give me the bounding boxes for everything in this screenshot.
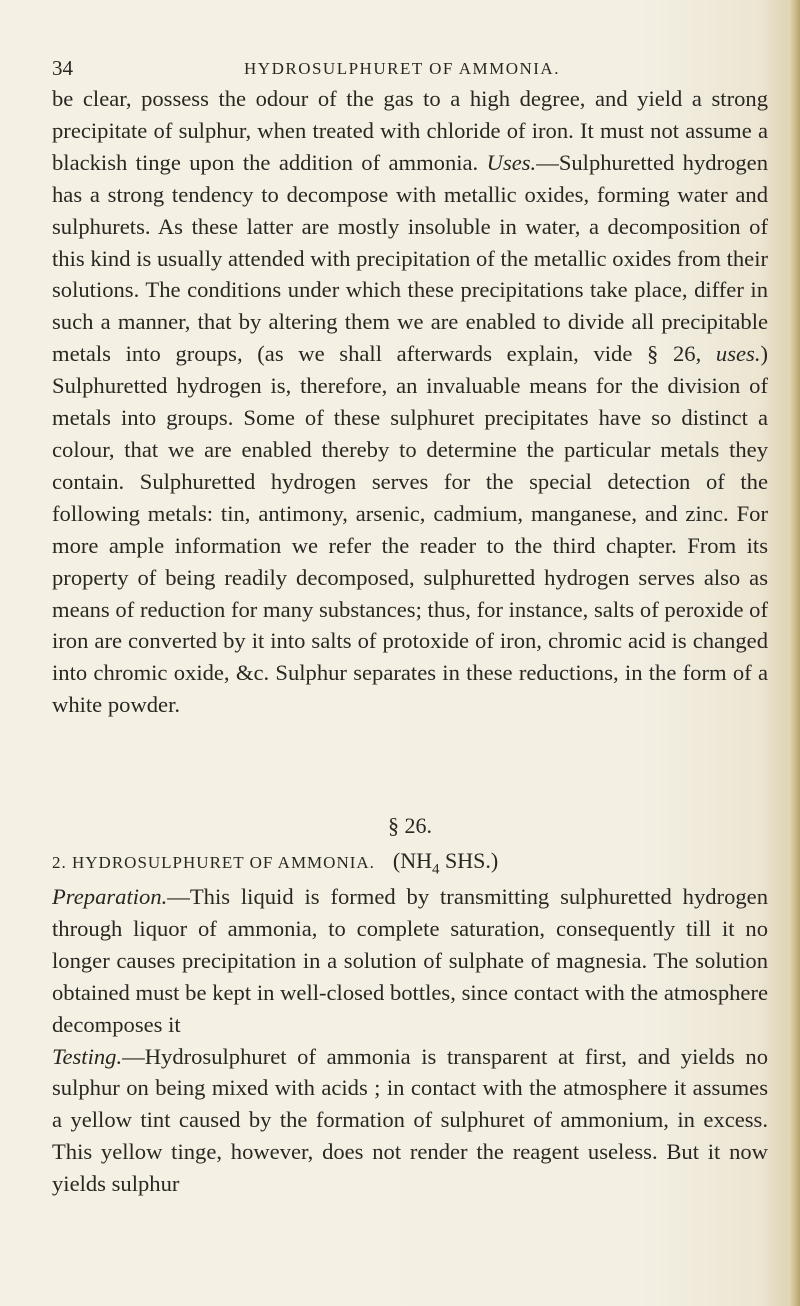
uses-label: Uses. [486,149,537,175]
page-header [52,56,752,86]
section-number: § 26. [388,813,432,838]
body-paragraph [52,83,768,721]
section-heading [52,848,768,878]
testing-text: —Hydrosulphuret of ammonia is transparent at first, and yields no sulphur on being mixed with acids ; in contact with the atmosphere it assumes a yellow tint caused by the formation of sulphuret of ammonium, in excess. This yellow tinge, however, does not render the reagent useless. But it now yields sulphur [52,1043,768,1197]
uses-text: —Sulphuretted hydrogen has a strong tendency to decompose with metallic oxides, forming water and sulphurets. As these latter are mostly insoluble in water, a decomposition of this kind is usually attended with precipitation of the metallic oxides from their solutions. The conditions under which these precipitations take place, differ in such a manner, that by altering them we are enabled to divide all precipitable metals into groups, (as we shall afterwards explain, vide § 26, [52,149,769,367]
testing-label: Testing. [52,1043,123,1069]
preparation-text: —This liquid is formed by transmitting sulphuretted hydrogen through liquor of ammonia, to complete saturation, consequently till it no longer causes precipitation in a solution of sulphate of magnesia. The solution obtained must be kept in well-closed bottles, since contact with the atmosphere decomposes it [52,884,768,1037]
testing-paragraph [52,1041,768,1201]
uses-text-continued: ) Sulphuretted hydrogen is, therefore, an invaluable means for the division of metals into groups. Some of these sulphuret precipitates have so distinct a colour, that we are enabled thereby to determine the particular metals they contain. Sulphuretted hydrogen serves for the special detection of the following metals: tin, antimony, arsenic, cadmium, manganese, and zinc. For more ample information we refer the reader to the third chapter. From its property of being readily decomposed, sulphuretted hydrogen serves also as means of reduction for many substances; thus, for instance, salts of peroxide of iron are converted by it into salts of protoxide of iron, chromic acid is changed into chromic oxide, &c. Sulphur separates in these reductions, in the form of a white powder. [52,341,768,718]
preparation-label: Preparation. [52,884,168,909]
uses-reference: uses. [715,341,761,367]
preparation-paragraph [52,881,768,1041]
running-title: HYDROSULPHURET OF AMMONIA. [244,59,560,78]
intro-text: be clear, possess the odour of the gas to a high degree, and yield a strong precipitate of sulphur, when treated with chloride of iron. It must not assume a blackish tinge upon the addition of ammonia. [52,86,768,175]
uses-paragraph-block [52,83,768,721]
section-body [52,881,768,1200]
page-number: 34 [52,56,73,80]
section-title: 2. HYDROSULPHURET OF AMMONIA. [52,853,375,872]
section-formula: ($NH_4$ SHS.) [392,848,499,878]
page-edge [788,0,800,1306]
